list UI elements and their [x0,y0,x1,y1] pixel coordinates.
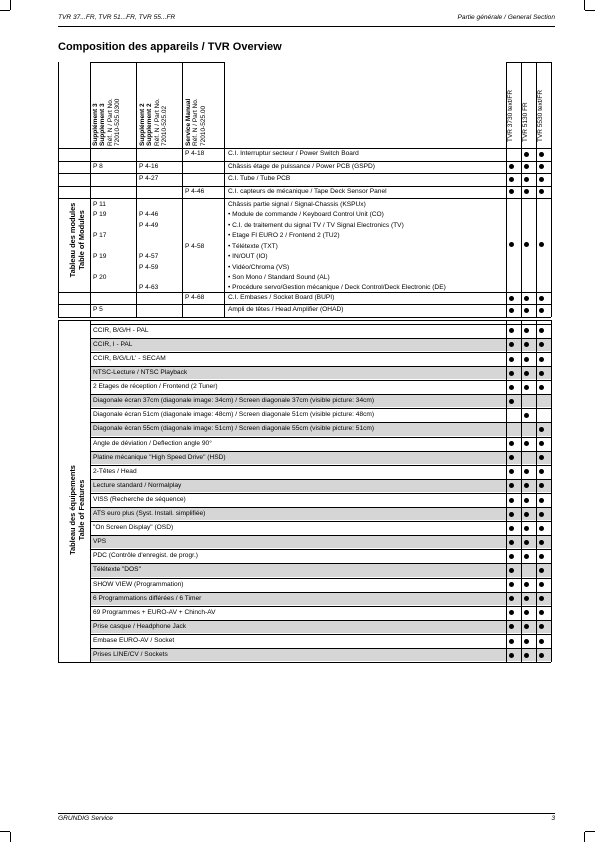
availability-dot [539,568,544,573]
availability-dot [539,639,544,644]
page-title: Composition des appareils / TVR Overview [58,41,282,53]
crop-mark [0,10,10,11]
availability-dot [509,596,514,601]
table-cell [185,231,223,241]
table-cell [139,304,181,317]
table-cell [93,173,135,186]
availability-dot [524,554,529,559]
availability-dot [524,413,529,418]
availability-dot [509,469,514,474]
table-rule [90,62,224,63]
table-cell: P 4-63 [139,284,159,292]
table-rule [136,148,137,317]
table-cell [139,148,181,161]
table-cell [185,210,223,220]
crop-mark [584,832,585,842]
availability-dot [539,512,544,517]
table-cell: P 5 [93,306,103,314]
availability-dot [509,498,514,503]
features-section-title [68,453,86,567]
availability-dot [509,177,514,182]
table-cell: • Télétexte (TXT) [228,242,278,250]
availability-dot [509,441,514,446]
availability-dot [524,441,529,446]
table-cell: Châssis partie signal / Signal-Chassis (KSPUx) [228,201,366,208]
feature-label: 69 Programmes + EURO-AV + Chinch-AV [93,608,216,616]
availability-dot [539,177,544,182]
crop-mark [0,831,10,832]
table-rule [521,62,522,148]
availability-dot [509,189,514,194]
availability-dot [524,385,529,390]
table-rule [536,62,537,148]
feature-label: Angle de déviation / Deflection angle 90° [93,439,212,447]
availability-dot [524,177,529,182]
table-cell: P 4-18 [185,150,205,157]
availability-dot [509,371,514,376]
footer-page-number: 3 [551,815,555,822]
availability-dot [539,469,544,474]
availability-dot [509,164,514,169]
table-cell: P 4-68 [185,293,205,301]
col-header-line: 72010-525.00 [199,105,207,146]
table-rule [506,148,507,317]
table-rule [536,148,537,317]
availability-dot [509,455,514,460]
availability-dot [524,653,529,658]
availability-dot [509,568,514,573]
row-shading [507,423,551,435]
table-cell: • Etage FI EURO 2 / Frontend 2 (TU2) [228,232,340,240]
table-cell [185,221,223,231]
availability-dot [524,596,529,601]
table-cell: C.I. Tube / Tube PCB [228,175,291,182]
table-cell [185,273,223,283]
feature-label: 2-Têtes / Head [93,467,137,475]
table-cell: Châssis étage de puissance / Power PCB (GSPD) [228,162,375,170]
availability-dot [539,540,544,545]
feature-label: Embase EURO-AV / Socket [93,636,175,644]
table-cell: Ampli de têtes / Head Amplifier (OHAD) [228,306,344,314]
availability-dot [539,624,544,629]
availability-dot [524,189,529,194]
feature-label: 2 Etages de réception / Frontend (2 Tuner) [93,383,218,391]
table-rule [521,320,522,662]
model-label: TVR 3730 text/FR [507,89,514,142]
availability-dot [509,624,514,629]
availability-dot [524,242,529,247]
table-rule [536,320,537,662]
table-rule [551,148,552,317]
feature-label: Diagonale écran 55cm (diagonale image: 51cm) / Screen diagonale 55cm (visible picture: 51cm) [93,425,375,433]
table-cell [185,173,223,186]
availability-dot [539,371,544,376]
feature-label: Diagonale écran 37cm (diagonale image: 34cm) / Screen diagonale 37cm (visible picture: 34cm) [93,397,375,405]
row-shading [507,621,551,633]
availability-dot [524,582,529,587]
table-rule [58,317,551,318]
model-label: TVR 5530 text/FR [537,89,544,142]
table-cell: P 4-58 [185,242,205,250]
availability-dot [509,242,514,247]
availability-dot [509,554,514,559]
table-cell: P 4-49 [139,221,159,229]
availability-dot [539,554,544,559]
availability-dot [539,342,544,347]
feature-label: Platine mécanique "High Speed Drive" (HSD) [93,453,226,461]
table-cell: • C.I. de traitement du signal TV / TV Signal Electronics (TV) [228,221,404,229]
col-header-service-manual [185,62,225,148]
table-cell: P 19 [93,211,107,219]
feature-label: SHOW VIEW (Programmation) [93,580,184,588]
feature-label: VISS (Recherche de séquence) [93,495,186,503]
table-rule [136,62,137,148]
feature-label: NTSC-Lecture / NTSC Playback [93,369,188,377]
crop-mark [585,10,595,11]
availability-dot [539,483,544,488]
table-cell: • Module de commande / Keyboard Control Unit (CO) [228,211,384,219]
availability-dot [524,308,529,313]
features-title-en: Table of Features [77,479,86,541]
availability-dot [539,328,544,333]
table-rule [90,62,91,148]
table-cell [139,242,181,252]
table-rule [58,320,59,662]
table-rule [58,62,59,148]
table-cell: • Procédure servo/Gestion mécanique / Deck Control/Deck Electronic (DE) [228,284,446,292]
table-cell [93,186,135,199]
col-header-model-1 [507,62,521,148]
availability-dot [509,526,514,531]
availability-dot [524,469,529,474]
availability-dot [539,152,544,157]
header-right: Partie générale / General Section [457,14,555,21]
feature-label: "On Screen Display" (OSD) [93,524,174,532]
crop-mark [584,0,585,10]
table-cell: P 19 [93,253,107,261]
availability-dot [539,385,544,390]
table-cell [93,221,135,231]
table-cell [93,242,135,252]
crop-mark [10,832,11,842]
row-shading [507,564,551,576]
availability-dot [539,596,544,601]
modules-title-fr: Tableau des modules [68,202,77,278]
table-cell: C.I. capteurs de mécanique / Tape Deck Sensor Panel [228,187,387,195]
table-cell [93,263,135,273]
table-rule [521,148,522,317]
availability-dot [509,653,514,658]
row-shading [507,452,551,464]
table-cell: • IN/OUT (IO) [228,253,268,261]
feature-label: Diagonale écran 51cm (diagonale image: 48cm) / Screen diagonale 51cm (visible picture: 48cm) [93,411,375,419]
row-shading [507,536,551,548]
availability-dot [524,483,529,488]
table-cell: C.I. Embases / Socket Board (BUPI) [228,293,335,301]
availability-dot [539,308,544,313]
row-shading [507,367,551,379]
availability-dot [509,639,514,644]
col-header-line: Réf. N / Part No. [106,98,114,146]
col-header-model-3 [537,62,551,148]
feature-label: Télétexte "DOS" [93,566,141,574]
availability-dot [509,296,514,301]
model-label: TVR 5130 FR [522,102,529,142]
table-rule [58,320,551,321]
table-cell [185,161,223,174]
table-cell: • Son Mono / Standard Sound (AL) [228,273,330,281]
availability-dot [539,610,544,615]
availability-dot [524,610,529,615]
availability-dot [539,164,544,169]
feature-label: 6 Programmations différées / 6 Timer [93,594,202,602]
table-rule [182,148,183,317]
col-header-line: 72010-525.0300 [114,98,122,146]
availability-dot [539,242,544,247]
header-left: TVR 37...FR, TVR 51...FR, TVR 55...FR [58,14,176,21]
availability-dot [509,540,514,545]
table-cell [185,252,223,262]
availability-dot [524,540,529,545]
feature-label: PDC (Contrôle d'enregist. de progr.) [93,552,198,560]
table-rule [551,320,552,662]
row-shading [507,480,551,492]
table-rule [58,198,551,199]
table-cell: P 4-27 [139,175,159,182]
table-cell [139,231,181,241]
table-cell: P 4-57 [139,253,159,261]
header-rule [58,26,555,27]
table-rule [182,62,183,148]
row-shading [507,649,551,661]
table-cell: P 11 [93,201,106,208]
availability-dot [539,296,544,301]
feature-label: Prises LINE/CV / Sockets [93,651,168,659]
feature-label: ATS euro plus (Syst. Install. simplifiée) [93,510,206,518]
availability-dot [539,653,544,658]
table-rule [90,148,91,317]
availability-dot [509,308,514,313]
availability-dot [524,164,529,169]
table-cell [93,292,135,305]
availability-dot [539,526,544,531]
table-rule [58,662,90,663]
availability-dot [524,512,529,517]
table-cell [185,304,223,317]
row-shading [507,395,551,407]
col-header-line: Supplément 2 [139,103,146,146]
availability-dot [539,455,544,460]
availability-dot [524,152,529,157]
availability-dot [539,582,544,587]
availability-dot [509,512,514,517]
table-rule [58,148,59,317]
feature-label: VPS [93,538,107,546]
features-title-fr: Tableau des équipements [68,465,77,555]
table-cell: P 4-59 [139,263,159,271]
table-rule [506,62,507,148]
table-cell [139,186,181,199]
col-header-line: Service Manual [185,98,192,146]
col-header-line: Supplément 3 [92,103,99,146]
table-cell: P 20 [93,273,107,281]
table-cell [93,148,135,161]
col-header-supplement3 [92,62,132,148]
availability-dot [524,526,529,531]
availability-dot [524,342,529,347]
availability-dot [524,357,529,362]
footer-rule [58,813,555,814]
table-cell: P 4-46 [185,187,205,195]
availability-dot [509,328,514,333]
table-rule [506,320,507,662]
availability-dot [524,498,529,503]
table-cell: P 4-16 [139,162,159,170]
availability-dot [509,483,514,488]
table-cell: P 17 [93,232,107,240]
availability-dot [509,385,514,390]
availability-dot [539,498,544,503]
availability-dot [509,399,514,404]
availability-dot [509,582,514,587]
table-cell: • Vidéo/Chroma (VS) [228,263,290,271]
crop-mark [10,0,11,10]
col-header-supplement2 [139,62,179,148]
modules-title-en: Table of Modules [77,210,86,270]
col-header-line: Supplement 2 [146,103,154,146]
availability-dot [539,357,544,362]
table-rule [506,62,551,63]
availability-dot [524,624,529,629]
table-cell: C.I. Interruptur secteur / Power Switch Board [228,150,359,157]
footer-left: GRUNDIG Service [58,815,113,822]
row-shading [507,593,551,605]
table-rule [224,148,225,317]
feature-label: Lecture standard / Normalplay [93,481,182,489]
availability-dot [524,639,529,644]
crop-mark [585,831,595,832]
table-rule [90,320,91,662]
row-shading [507,339,551,351]
table-cell [139,292,181,305]
row-shading [507,508,551,520]
table-rule [551,62,552,148]
availability-dot [509,342,514,347]
availability-dot [524,328,529,333]
table-cell [185,200,223,210]
table-cell: P 4-46 [139,211,159,219]
col-header-line: Supplement 3 [99,103,107,146]
availability-dot [509,357,514,362]
availability-dot [524,296,529,301]
availability-dot [524,371,529,376]
availability-dot [539,441,544,446]
table-cell: P 8 [93,162,103,170]
table-rule [90,662,551,663]
feature-label: CCIR, B/G/L/L' - SECAM [93,354,166,362]
table-rule [224,62,225,148]
table-cell [185,263,223,273]
col-header-line: Réf. N / Part No. [192,98,200,146]
feature-label: Prise casque / Headphone Jack [93,622,187,630]
modules-section-title [68,183,86,297]
availability-dot [509,610,514,615]
col-header-model-2 [522,62,536,148]
col-header-line: 72010-525.02 [161,105,169,146]
table-cell [139,200,181,210]
table-cell [139,273,181,283]
col-header-line: Réf. N / Part No. [153,98,161,146]
feature-label: CCIR, I - PAL [93,340,133,348]
feature-label: CCIR, B/G/H - PAL [93,326,149,334]
availability-dot [539,189,544,194]
availability-dot [539,427,544,432]
